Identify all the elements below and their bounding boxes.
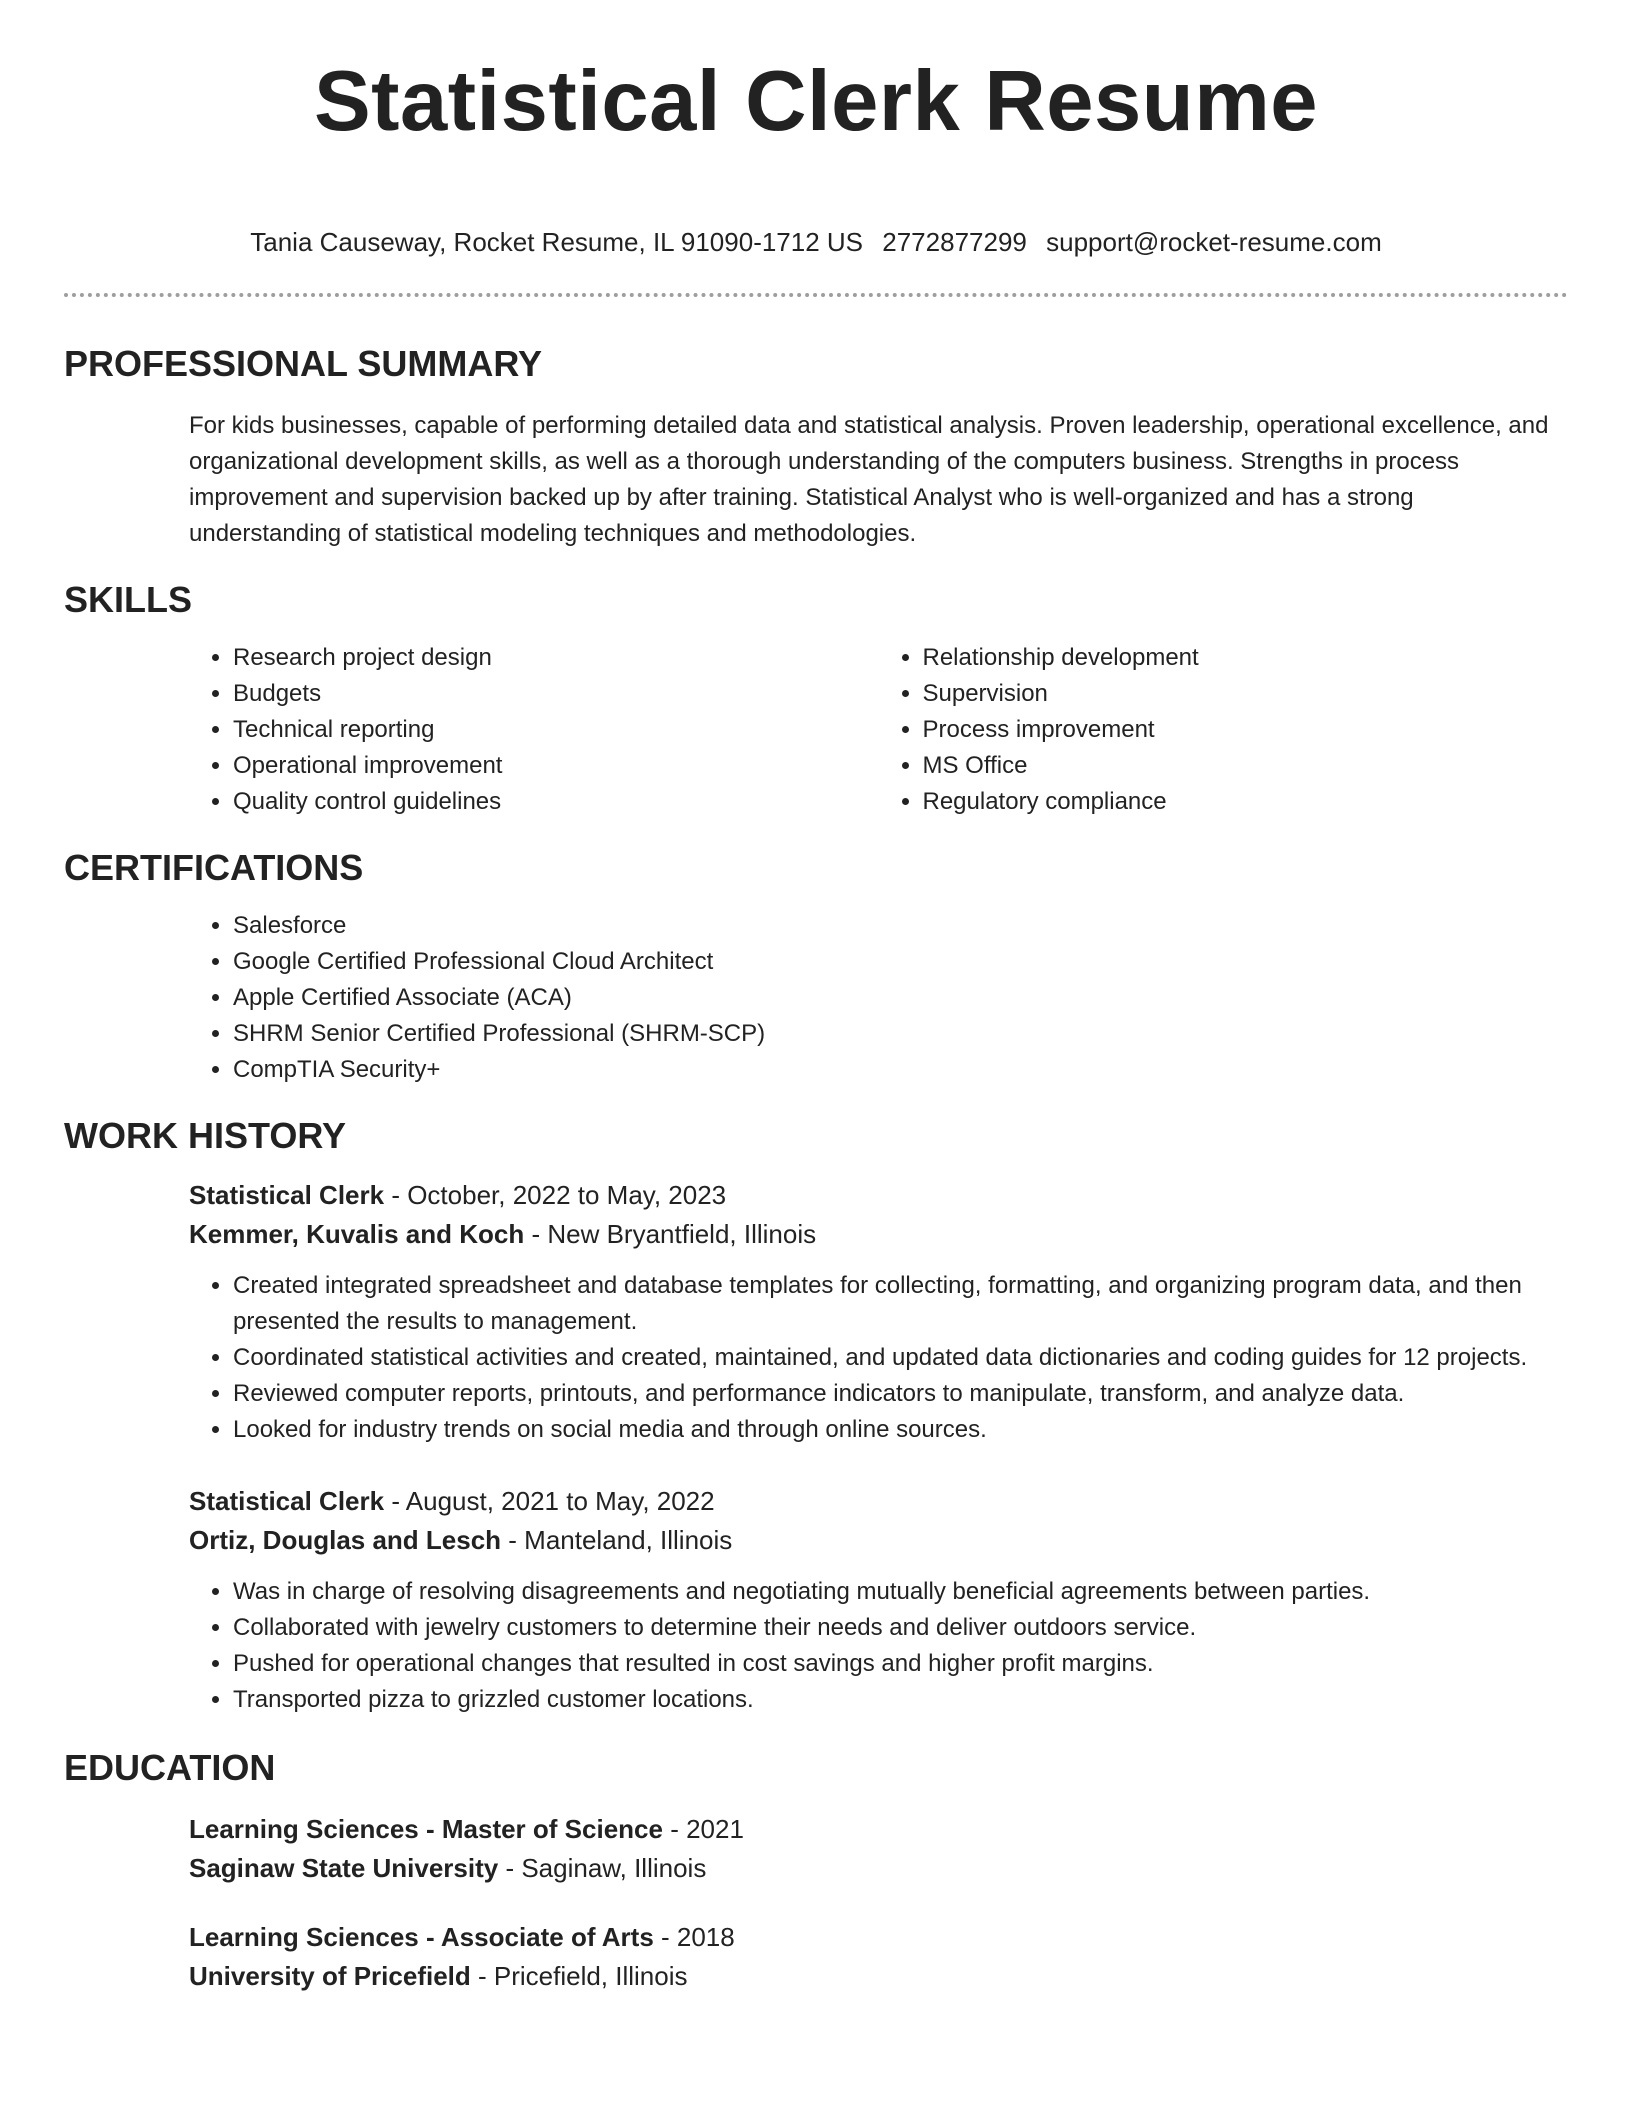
summary-text: For kids businesses, capable of performing detailed data and statistical analysis. Proven leadership, operational excellence, and organizational development skills, as well as a thorough understanding of the computers business. Strengths in process improvement and supervision backed up by after training. Statistical Analyst who is well-organized and has a strong understanding of statistical modeling techniques and methodologies. (189, 412, 1549, 547)
education-entry (189, 1918, 1568, 1996)
education-entry (189, 1810, 1568, 1888)
list-item: • MS Office (923, 748, 1569, 784)
list-item: • Technical reporting (233, 712, 879, 748)
job-company: Ortiz, Douglas and Lesch (189, 1525, 502, 1555)
list-item: • CompTIA Security+ (233, 1052, 1568, 1088)
list-item: • Quality control guidelines (233, 784, 879, 820)
education-school-line (189, 1849, 1568, 1888)
job-bullets (189, 1574, 1568, 1718)
list-item: • Salesforce (233, 908, 1568, 944)
education-year: - 2018 (653, 1922, 735, 1952)
resume-title: Statistical Clerk Resume (313, 54, 1319, 149)
list-item: • Regulatory compliance (923, 784, 1569, 820)
job-company-line (189, 1521, 1568, 1560)
job-dates: - August, 2021 to May, 2022 (384, 1486, 715, 1516)
section-heading-skills: SKILLS (64, 579, 193, 620)
education-school: Saginaw State University (189, 1853, 499, 1883)
contact-phone: 2772877299 (882, 227, 1027, 257)
list-item: • Created integrated spreadsheet and database templates for collecting, formatting, and organizing program data, and then presented the results to management. (233, 1268, 1568, 1340)
list-item: • Operational improvement (233, 748, 879, 784)
education-degree-line (189, 1810, 1568, 1849)
job-company: Kemmer, Kuvalis and Koch (189, 1219, 525, 1249)
list-item: • Supervision (923, 676, 1569, 712)
job-entry (189, 1176, 1568, 1448)
list-item: • Transported pizza to grizzled customer locations. (233, 1682, 1568, 1718)
education-degree: Learning Sciences - Associate of Arts (189, 1922, 654, 1952)
job-location: - Manteland, Illinois (501, 1525, 733, 1555)
education-location: - Pricefield, Illinois (470, 1961, 688, 1991)
skills-list-left (189, 640, 879, 820)
education-school: University of Pricefield (189, 1961, 471, 1991)
list-item: • Apple Certified Associate (ACA) (233, 980, 1568, 1016)
list-item: • Budgets (233, 676, 879, 712)
education-degree: Learning Sciences - Master of Science (189, 1814, 663, 1844)
list-item: • Coordinated statistical activities and created, maintained, and updated data dictionaries and coding guides for 12 projects. (233, 1340, 1568, 1376)
education-school-line (189, 1957, 1568, 1996)
list-item: • Pushed for operational changes that resulted in cost savings and higher profit margins. (233, 1646, 1568, 1682)
certifications-list (189, 908, 1568, 1088)
section-heading-work-history: WORK HISTORY (64, 1115, 347, 1156)
job-title: Statistical Clerk (189, 1486, 385, 1516)
job-title: Statistical Clerk (189, 1180, 385, 1210)
education-location: - Saginaw, Illinois (498, 1853, 707, 1883)
education-degree-line (189, 1918, 1568, 1957)
education-year: - 2021 (662, 1814, 744, 1844)
job-title-line (189, 1176, 1568, 1215)
section-heading-certifications: CERTIFICATIONS (64, 847, 364, 888)
job-dates: - October, 2022 to May, 2023 (384, 1180, 727, 1210)
section-heading-education: EDUCATION (64, 1747, 276, 1788)
contact-address: Tania Causeway, Rocket Resume, IL 91090-1712 US (250, 227, 864, 257)
section-heading-summary: PROFESSIONAL SUMMARY (64, 343, 543, 384)
job-location: - New Bryantfield, Illinois (524, 1219, 817, 1249)
contact-line (64, 224, 1568, 260)
job-entry (189, 1482, 1568, 1718)
job-company-line (189, 1215, 1568, 1254)
list-item: • SHRM Senior Certified Professional (SHRM-SCP) (233, 1016, 1568, 1052)
list-item: • Process improvement (923, 712, 1569, 748)
list-item: • Reviewed computer reports, printouts, and performance indicators to manipulate, transform, and analyze data. (233, 1376, 1568, 1412)
skills-list-right (879, 640, 1569, 820)
list-item: • Relationship development (923, 640, 1569, 676)
contact-email: support@rocket-resume.com (1046, 227, 1382, 257)
header-divider (64, 293, 1568, 297)
skills-columns (189, 640, 1568, 820)
job-bullets (189, 1268, 1568, 1448)
list-item: • Collaborated with jewelry customers to determine their needs and deliver outdoors service. (233, 1610, 1568, 1646)
list-item: • Was in charge of resolving disagreements and negotiating mutually beneficial agreements between parties. (233, 1574, 1568, 1610)
list-item: • Google Certified Professional Cloud Architect (233, 944, 1568, 980)
job-title-line (189, 1482, 1568, 1521)
list-item: • Looked for industry trends on social media and through online sources. (233, 1412, 1568, 1448)
list-item: • Research project design (233, 640, 879, 676)
